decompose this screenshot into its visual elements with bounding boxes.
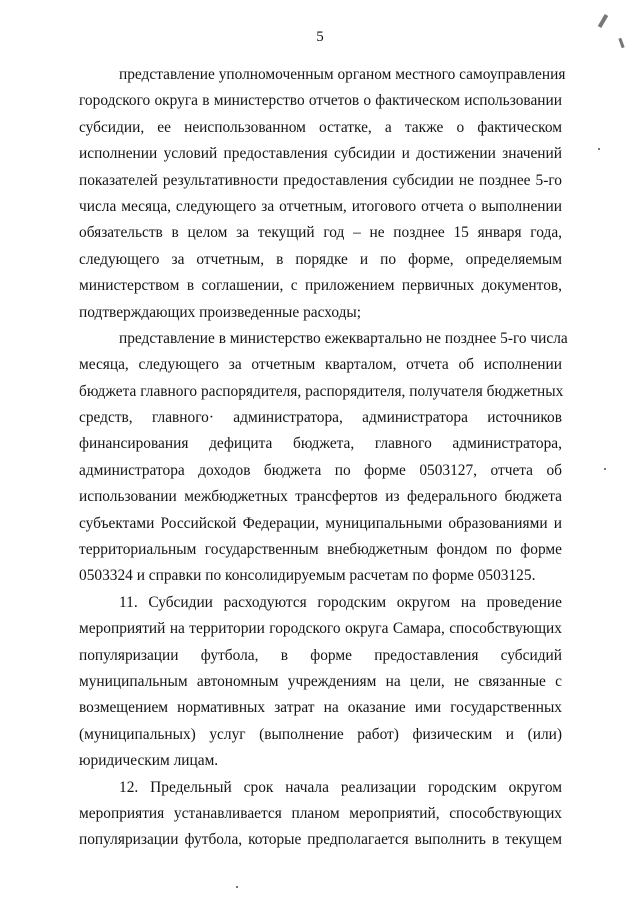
text-line: следующего за отчетным, в порядке и по форме, определяемым bbox=[79, 250, 562, 268]
text-line: территориальным государственным внебюджетным фондом по форме bbox=[79, 541, 562, 559]
text-line: популяризации футбола, которые предполагается выполнить в текущем bbox=[79, 831, 562, 849]
text-line: 0503324 и справки по консолидируемым расчетам по форме 0503125. bbox=[79, 567, 536, 585]
text-line: финансирования дефицита бюджета, главного администратора, bbox=[79, 435, 562, 453]
scan-mark bbox=[598, 14, 608, 28]
paragraph-reporting-usage bbox=[79, 62, 566, 326]
text-line: администратора доходов бюджета по форме 0503127, отчета об bbox=[79, 461, 562, 479]
text-line: представление уполномоченным органом местного самоуправления bbox=[119, 66, 566, 83]
text-line: (муниципальных) услуг (выполнение работ) физическим и (или) bbox=[79, 725, 562, 743]
text-line: министерством в соглашении, с приложением первичных документов, bbox=[79, 277, 562, 295]
text-line: 11. Субсидии расходуются городским округом на проведение bbox=[119, 593, 562, 611]
text-line: представление в министерство ежеквартально не позднее 5-го числа bbox=[119, 329, 568, 347]
paragraph-clause-12 bbox=[79, 775, 562, 854]
scan-mark bbox=[236, 886, 238, 888]
text-line: муниципальным автономным учреждениям на цели, не связанные с bbox=[79, 672, 562, 690]
text-line: обязательств в целом за текущий год – не позднее 15 января года, bbox=[79, 224, 562, 242]
document-body bbox=[79, 62, 568, 854]
text-line: возмещением нормативных затрат на оказание ими государственных bbox=[79, 699, 562, 717]
paragraph-quarterly-report bbox=[79, 326, 568, 590]
text-line: мероприятия устанавливается планом мероприятий, способствующих bbox=[79, 804, 562, 822]
text-line: использовании межбюджетных трансфертов из федерального бюджета bbox=[79, 488, 562, 506]
text-line: 12. Предельный срок начала реализации городским округом bbox=[119, 778, 562, 796]
text-line: юридическим лицам. bbox=[79, 752, 219, 770]
text-line: показателей результативности предоставления субсидии не позднее 5-го bbox=[79, 171, 562, 189]
text-line: субсидии, ее неиспользованном остатке, а также о фактическом bbox=[79, 118, 562, 136]
text-line: средств, главного· администратора, администратора источников bbox=[79, 409, 562, 427]
text-line: субъектами Российской Федерации, муниципальными образованиями и bbox=[79, 514, 562, 532]
text-line: городского округа в министерство отчетов о фактическом использовании bbox=[79, 92, 562, 110]
text-line: мероприятий на территории городского округа Самара, способствующих bbox=[79, 620, 562, 638]
text-line: популяризации футбола, в форме предоставления субсидий bbox=[79, 646, 562, 664]
page-number: 5 bbox=[316, 29, 324, 45]
paragraph-clause-11 bbox=[79, 590, 562, 775]
text-line: числа месяца, следующего за отчетным, итогового отчета о выполнении bbox=[79, 197, 562, 215]
scan-mark bbox=[598, 148, 600, 150]
text-line: месяца, следующего за отчетным кварталом, отчета об исполнении bbox=[79, 356, 562, 374]
text-line: подтверждающих произведенные расходы; bbox=[79, 303, 362, 321]
scan-mark bbox=[604, 468, 606, 470]
text-line: исполнении условий предоставления субсидии и достижении значений bbox=[79, 145, 562, 163]
text-line: бюджета главного распорядителя, распорядителя, получателя бюджетных bbox=[79, 382, 564, 400]
